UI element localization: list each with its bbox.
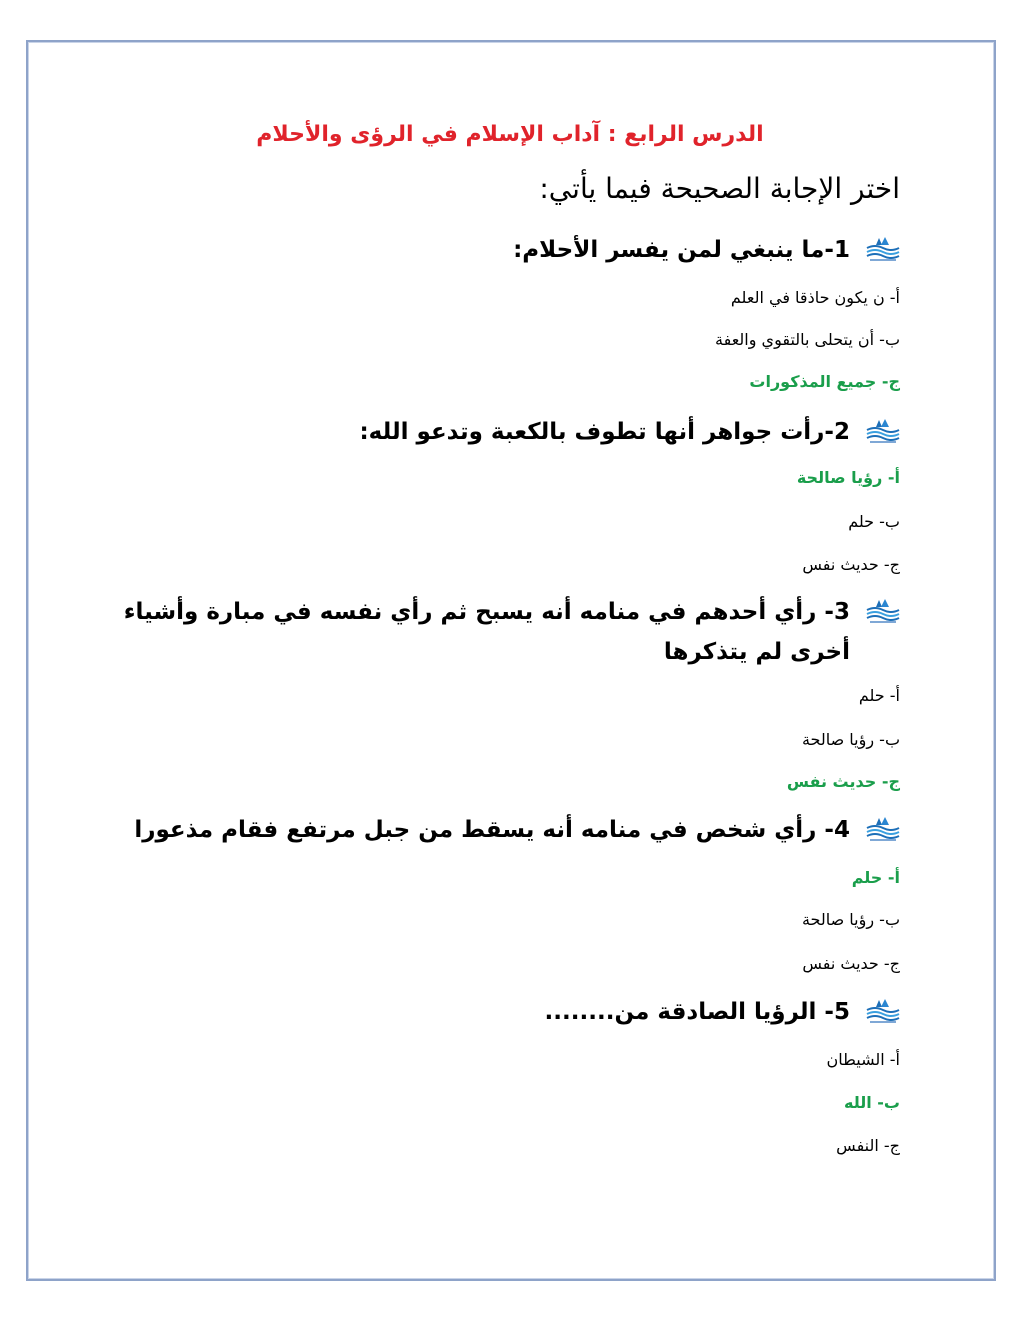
option-2a-correct: أ- رؤيا صالحة bbox=[796, 468, 900, 487]
waves-logo-icon bbox=[864, 412, 900, 448]
option-4a-correct: أ- حلم bbox=[851, 868, 900, 887]
waves-logo-icon bbox=[864, 992, 900, 1028]
question-4 bbox=[100, 810, 900, 850]
option-3a: أ- حلم bbox=[858, 686, 900, 705]
question-text: 5- الرؤيا الصادقة من........ bbox=[544, 999, 850, 1025]
option-5b-correct: ب- الله bbox=[843, 1093, 900, 1112]
question-1 bbox=[100, 230, 900, 270]
question-text: 3- رأي أحدهم في منامه أنه يسبح ثم رأي نفسه في مبارة وأشياء أخرى لم يتذكرها bbox=[123, 599, 850, 665]
instruction-text: اختر الإجابة الصحيحة فيما يأتي: bbox=[539, 172, 900, 205]
option-3c-correct: ج- حديث نفس bbox=[786, 772, 900, 791]
option-4c: ج- حديث نفس bbox=[802, 954, 900, 973]
option-2b: ب- حلم bbox=[848, 512, 900, 531]
question-text: 1-ما ينبغي لمن يفسر الأحلام: bbox=[513, 237, 850, 263]
option-1c-correct: ج- جميع المذكورات bbox=[749, 372, 900, 391]
option-1a: أ- ن يكون حاذقا في العلم bbox=[730, 288, 900, 307]
option-5c: ج- النفس bbox=[836, 1136, 900, 1155]
waves-logo-icon bbox=[864, 230, 900, 266]
lesson-title: الدرس الرابع : آداب الإسلام في الرؤى والأحلام bbox=[256, 122, 764, 147]
option-4b: ب- رؤيا صالحة bbox=[801, 910, 900, 929]
option-2c: ج- حديث نفس bbox=[802, 555, 900, 574]
question-5 bbox=[100, 992, 900, 1032]
question-2 bbox=[100, 412, 900, 452]
question-text: 4- رأي شخص في منامه أنه يسقط من جبل مرتفع فقام مذعورا bbox=[134, 817, 850, 843]
question-3 bbox=[120, 592, 900, 672]
option-1b: ب- أن يتحلى بالتقوي والعفة bbox=[715, 330, 900, 349]
option-3b: ب- رؤيا صالحة bbox=[801, 730, 900, 749]
waves-logo-icon bbox=[864, 810, 900, 846]
question-text: 2-رأت جواهر أنها تطوف بالكعبة وتدعو الله: bbox=[359, 419, 850, 445]
waves-logo-icon bbox=[864, 592, 900, 628]
option-5a: أ- الشيطان bbox=[826, 1050, 900, 1069]
